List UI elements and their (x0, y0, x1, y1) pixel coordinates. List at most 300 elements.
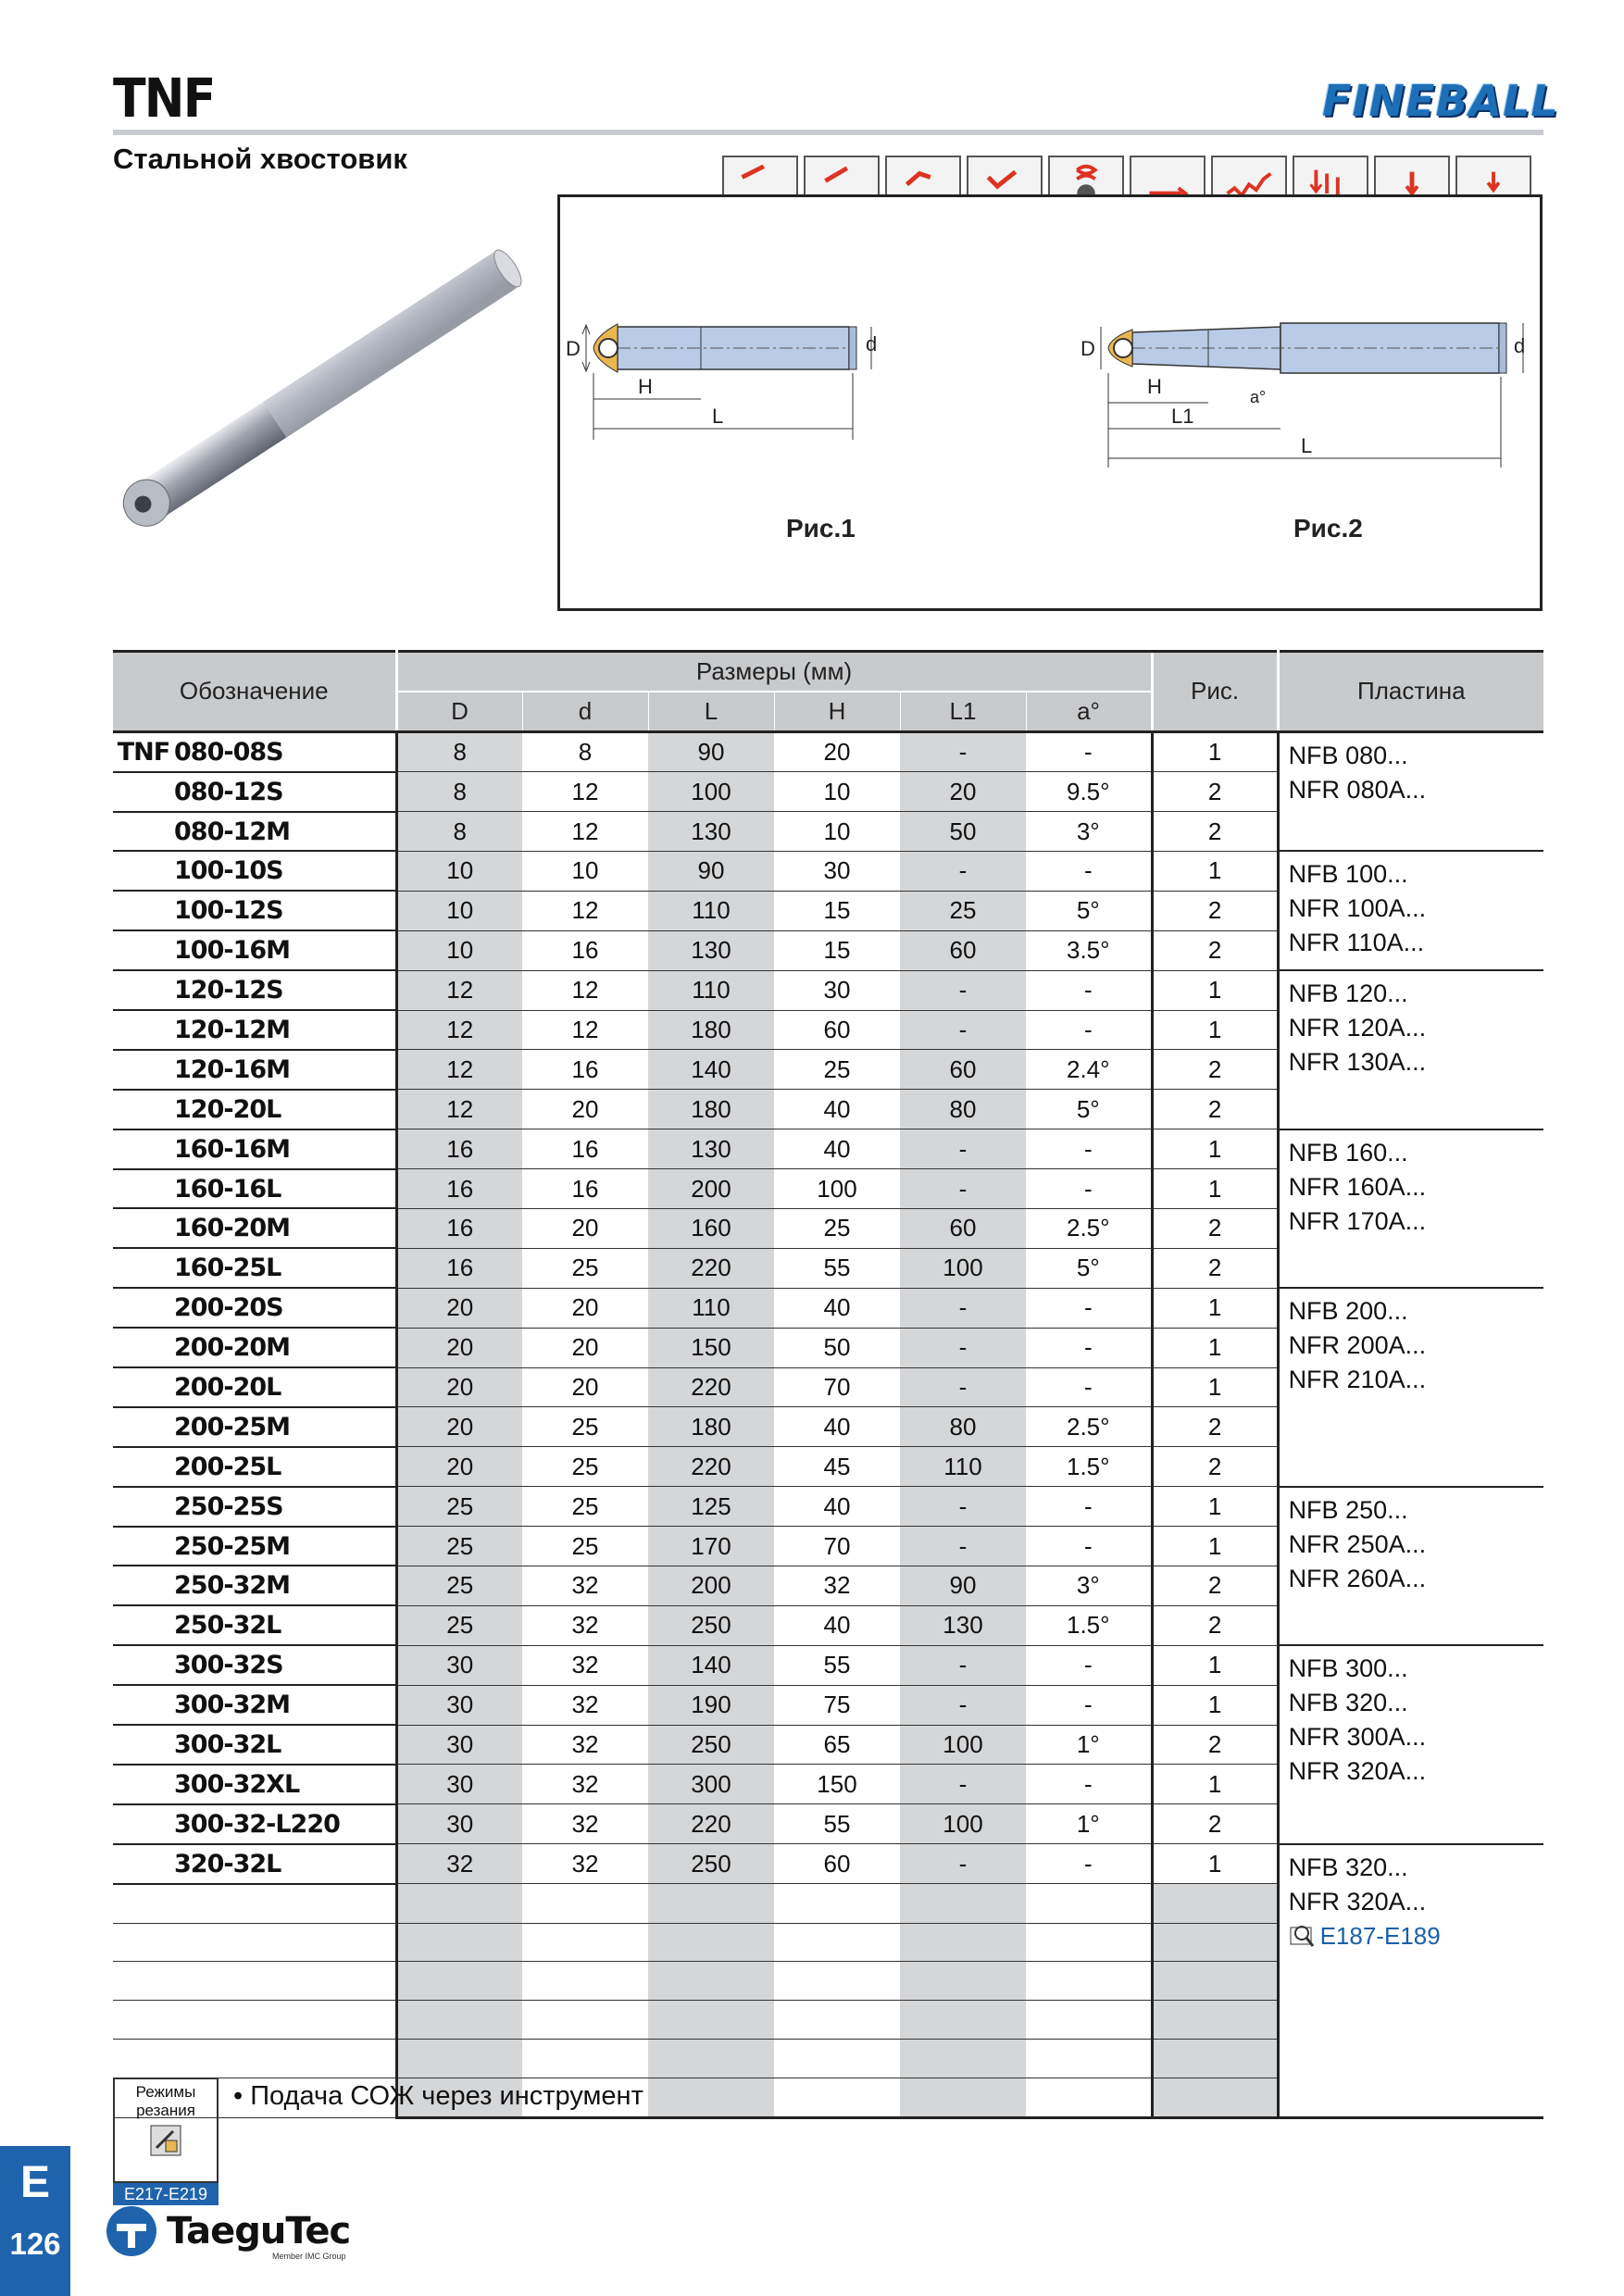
cell-d: 16 (522, 1050, 648, 1090)
cell-H: 40 (774, 1090, 900, 1129)
cell-a: - (1026, 1844, 1152, 1884)
cell-H: 10 (774, 812, 900, 852)
cell-L1: 110 (900, 1447, 1026, 1487)
fig1-caption: Рис.1 (786, 514, 856, 543)
spec-table (113, 650, 1543, 2119)
insert-cell (1278, 1645, 1543, 1843)
cell-a: 2.5° (1026, 1407, 1152, 1447)
cell-fig (1152, 2040, 1278, 2078)
cell-D: 10 (396, 891, 522, 930)
cell-D: 30 (396, 1804, 522, 1844)
cell-L: 90 (648, 851, 774, 891)
cell-H: 55 (774, 1248, 900, 1288)
cell-L1 (900, 2040, 1026, 2078)
cell-L1: 130 (900, 1605, 1026, 1645)
cell-d: 32 (522, 1645, 648, 1685)
insert-ref-link[interactable]: E187-E189 (1319, 1921, 1441, 1950)
insert-item: NFR 320A... (1288, 1757, 1427, 1786)
cell-H: 32 (774, 1566, 900, 1605)
designation-cell (113, 1487, 396, 1527)
cell-a: - (1026, 1288, 1152, 1328)
designation-cell (113, 1923, 396, 1962)
designation-cell (113, 1447, 396, 1487)
cell-L: 220 (648, 1248, 774, 1288)
cell-a: - (1026, 1765, 1152, 1804)
cell-L: 150 (648, 1328, 774, 1367)
cell-a (1026, 2078, 1152, 2118)
cell-a: 5° (1026, 1248, 1152, 1288)
cell-fig: 1 (1152, 1367, 1278, 1407)
cell-d: 12 (522, 970, 648, 1010)
cell-H (774, 2001, 900, 2040)
designation-cell (113, 1090, 396, 1129)
cell-L: 110 (648, 970, 774, 1010)
cell-d: 20 (522, 1367, 648, 1407)
col-fig: Рис. (1152, 652, 1278, 732)
section-letter: E (19, 2158, 50, 2207)
fig1-label-d: d (866, 332, 878, 356)
insert-item: NFB 320... (1288, 1853, 1408, 1881)
insert-item: NFR 260A... (1288, 1564, 1427, 1592)
fig1-label-H: H (638, 375, 653, 398)
designation-code: 080-12S (174, 777, 283, 806)
designation-code: 200-25M (174, 1412, 291, 1441)
cell-L: 180 (648, 1407, 774, 1447)
insert-cell (1278, 1129, 1543, 1289)
cell-D: 20 (396, 1328, 522, 1367)
insert-cell (1278, 851, 1543, 970)
cell-L: 140 (648, 1645, 774, 1685)
cell-d: 12 (522, 891, 648, 930)
cell-d: 12 (522, 772, 648, 812)
spec-table-body (113, 731, 1543, 2117)
cell-fig (1152, 2078, 1278, 2118)
designation-cell (113, 1844, 396, 1884)
cell-D: 25 (396, 1527, 522, 1566)
cell-d: 20 (522, 1328, 648, 1367)
fig2-label-a: a° (1250, 388, 1267, 406)
cell-D (396, 2001, 522, 2040)
insert-item: NFR 170A... (1288, 1206, 1427, 1235)
designation-cell (113, 891, 396, 930)
cell-H (774, 2040, 900, 2078)
cell-H: 45 (774, 1447, 900, 1487)
insert-reference[interactable] (1289, 1919, 1544, 1953)
designation-code: 080-12M (174, 817, 291, 846)
cell-d: 16 (522, 1169, 648, 1209)
designation-cell (113, 1804, 396, 1844)
fig2-label-D: D (1081, 337, 1095, 360)
designation-code: 120-16M (174, 1054, 291, 1084)
insert-item: NFR 200A... (1288, 1331, 1427, 1360)
cell-L1 (900, 2078, 1026, 2118)
cell-fig: 1 (1152, 1685, 1278, 1725)
cell-a: 3° (1026, 1566, 1152, 1605)
cell-L1: - (900, 1527, 1026, 1566)
insert-item: NFR 100A... (1288, 894, 1427, 923)
cell-L (648, 1923, 774, 1962)
designation-cell (113, 2001, 396, 2040)
cell-L: 180 (648, 1010, 774, 1050)
cell-D (396, 1884, 522, 1923)
designation-code: 200-25L (174, 1452, 281, 1481)
col-designation: Обозначение (113, 652, 396, 732)
designation-code: 160-20M (174, 1214, 291, 1243)
insert-item: NFR 250A... (1288, 1529, 1427, 1558)
cell-L: 160 (648, 1208, 774, 1248)
designation-cell (113, 1527, 396, 1566)
cell-a (1026, 2040, 1152, 2078)
designation-cell (113, 1248, 396, 1288)
cell-fig: 1 (1152, 1844, 1278, 1884)
figure-panel (557, 194, 1543, 611)
cell-a: - (1026, 970, 1152, 1010)
table-row (113, 1645, 1543, 1685)
cell-D: 10 (396, 930, 522, 970)
cell-L1: - (900, 851, 1026, 891)
cell-d: 12 (522, 1010, 648, 1050)
cell-L1: - (900, 731, 1026, 771)
cell-fig: 2 (1152, 930, 1278, 970)
designation-prefix: TNF (117, 737, 170, 767)
cell-H: 70 (774, 1367, 900, 1407)
dimension-drawings (560, 197, 1540, 608)
cell-fig: 2 (1152, 1090, 1278, 1129)
cell-fig: 1 (1152, 1010, 1278, 1050)
cell-L: 130 (648, 812, 774, 852)
cell-D: 25 (396, 1566, 522, 1605)
cutting-data-box (113, 2078, 219, 2203)
cell-a: 3.5° (1026, 930, 1152, 970)
designation-code: 100-10S (174, 856, 283, 886)
taegutec-logo-icon (104, 2203, 159, 2259)
cell-d (522, 1923, 648, 1962)
cell-D: 30 (396, 1645, 522, 1685)
designation-cell (113, 1962, 396, 2001)
cell-H: 40 (774, 1487, 900, 1527)
cutting-data-ref[interactable]: E217-E219 (113, 2183, 219, 2205)
cell-H (774, 1923, 900, 1962)
designation-cell (113, 1050, 396, 1090)
cell-fig (1152, 2001, 1278, 2040)
cell-L1 (900, 1884, 1026, 1923)
title-rule (113, 130, 1543, 135)
cell-L1: - (900, 1765, 1026, 1804)
insert-cell (1278, 731, 1543, 851)
cell-D: 12 (396, 1090, 522, 1129)
table-row (113, 1487, 1543, 1527)
cell-D (396, 1962, 522, 2001)
designation-cell (113, 1288, 396, 1328)
cell-D (396, 2040, 522, 2078)
cell-d: 25 (522, 1447, 648, 1487)
cell-L: 180 (648, 1090, 774, 1129)
cell-L: 90 (648, 731, 774, 771)
col-H: H (774, 692, 900, 731)
cell-fig: 1 (1152, 1527, 1278, 1566)
designation-cell (113, 1407, 396, 1447)
cell-L1 (900, 1962, 1026, 2001)
designation-code: 120-12S (174, 976, 283, 1005)
cell-fig: 2 (1152, 1725, 1278, 1765)
designation-code: 200-20L (174, 1372, 281, 1402)
cell-d: 20 (522, 1288, 648, 1328)
cell-d: 25 (522, 1527, 648, 1566)
fig1-label-L: L (712, 405, 724, 428)
table-row (113, 970, 1543, 1010)
cell-fig: 2 (1152, 772, 1278, 812)
cell-H: 25 (774, 1050, 900, 1090)
insert-item: NFR 210A... (1288, 1366, 1427, 1394)
cell-a: 5° (1026, 1090, 1152, 1129)
cell-fig: 1 (1152, 731, 1278, 771)
cell-L1: 80 (900, 1407, 1026, 1447)
cell-D: 12 (396, 1050, 522, 1090)
cell-a: 9.5° (1026, 772, 1152, 812)
cell-L1 (900, 2001, 1026, 2040)
cell-L: 200 (648, 1566, 774, 1605)
cell-L1: 25 (900, 891, 1026, 930)
cell-fig: 2 (1152, 1248, 1278, 1288)
cell-a (1026, 1884, 1152, 1923)
cell-H: 30 (774, 970, 900, 1010)
designation-cell (113, 1765, 396, 1804)
col-dimensions: Размеры (мм) (396, 652, 1152, 692)
cell-H: 15 (774, 930, 900, 970)
insert-item: NFB 200... (1288, 1297, 1408, 1326)
fig1-label-D: D (566, 337, 581, 360)
page-number: 126 (9, 2227, 61, 2261)
cell-fig: 1 (1152, 1129, 1278, 1169)
insert-cell (1278, 1487, 1543, 1646)
cell-d: 16 (522, 930, 648, 970)
cell-fig: 1 (1152, 1487, 1278, 1527)
cell-L1: - (900, 970, 1026, 1010)
designation-cell (113, 2040, 396, 2078)
cell-L1: 80 (900, 1090, 1026, 1129)
cell-L1: - (900, 1685, 1026, 1725)
designation-cell (113, 1010, 396, 1050)
cell-a: - (1026, 1527, 1152, 1566)
cell-fig: 2 (1152, 1566, 1278, 1605)
cell-d: 12 (522, 812, 648, 852)
designation-cell (113, 930, 396, 970)
cell-d: 32 (522, 1566, 648, 1605)
cell-L1: 50 (900, 812, 1026, 852)
cell-d: 32 (522, 1844, 648, 1884)
fig2-label-L1: L1 (1171, 405, 1194, 428)
cell-D: 30 (396, 1725, 522, 1765)
cell-a: - (1026, 851, 1152, 891)
designation-code: 300-32M (174, 1691, 291, 1720)
cutting-data-label: Режимы резания (135, 2083, 196, 2119)
cell-L: 170 (648, 1527, 774, 1566)
cell-H: 20 (774, 731, 900, 771)
designation-code: 160-16L (174, 1174, 281, 1204)
tool-photo (109, 222, 554, 537)
insert-item: NFB 300... (1288, 1654, 1408, 1683)
cell-H: 70 (774, 1527, 900, 1566)
cell-a: 3° (1026, 812, 1152, 852)
cell-L (648, 1962, 774, 2001)
cell-H: 40 (774, 1129, 900, 1169)
designation-code: 200-20M (174, 1333, 291, 1363)
cell-L: 100 (648, 772, 774, 812)
cell-fig (1152, 1884, 1278, 1923)
cell-H: 10 (774, 772, 900, 812)
cell-H: 150 (774, 1765, 900, 1804)
designation-cell (113, 812, 396, 852)
cell-L: 220 (648, 1367, 774, 1407)
cell-a: - (1026, 1010, 1152, 1050)
cell-H: 100 (774, 1169, 900, 1209)
cell-d: 25 (522, 1407, 648, 1447)
cell-L1: - (900, 1844, 1026, 1884)
col-L1: L1 (900, 692, 1026, 731)
cell-L: 110 (648, 1288, 774, 1328)
col-d: d (522, 692, 648, 731)
cell-fig: 1 (1152, 851, 1278, 891)
cell-fig: 1 (1152, 1288, 1278, 1328)
designation-code: 250-25M (174, 1531, 291, 1561)
cell-a: 5° (1026, 891, 1152, 930)
cell-fig: 2 (1152, 1407, 1278, 1447)
designation-cell (113, 1328, 396, 1367)
cell-a: 2.5° (1026, 1208, 1152, 1248)
cell-D: 25 (396, 1487, 522, 1527)
fig2-label-H: H (1147, 375, 1162, 398)
insert-item: NFB 080... (1288, 741, 1408, 769)
insert-item: NFR 130A... (1288, 1048, 1427, 1077)
cell-L1: 60 (900, 1208, 1026, 1248)
cell-d: 32 (522, 1765, 648, 1804)
cell-H: 75 (774, 1685, 900, 1725)
designation-code: 300-32-L220 (174, 1809, 340, 1839)
cell-L1: 100 (900, 1725, 1026, 1765)
cell-L: 130 (648, 930, 774, 970)
cell-L1: 100 (900, 1248, 1026, 1288)
cell-L1: - (900, 1169, 1026, 1209)
cell-H: 40 (774, 1407, 900, 1447)
cell-D: 20 (396, 1288, 522, 1328)
cell-D (396, 1923, 522, 1962)
cell-d: 25 (522, 1248, 648, 1288)
table-row (113, 1129, 1543, 1169)
page-subtitle: Стальной хвостовик (113, 143, 407, 175)
insert-item: NFR 300A... (1288, 1723, 1427, 1752)
designation-cell (113, 1566, 396, 1605)
designation-cell (113, 970, 396, 1010)
cell-fig: 1 (1152, 1645, 1278, 1685)
fig2-caption: Рис.2 (1293, 514, 1363, 543)
cell-H: 65 (774, 1725, 900, 1765)
company-name: TaeguTec (167, 2210, 351, 2252)
cell-L (648, 1884, 774, 1923)
cell-d: 32 (522, 1804, 648, 1844)
cutting-data-icon (147, 2122, 184, 2159)
cell-L1: - (900, 1367, 1026, 1407)
cell-fig: 1 (1152, 1765, 1278, 1804)
coolant-note: • Подача СОЖ через инструмент (233, 2081, 643, 2111)
insert-item: NFR 080A... (1288, 775, 1427, 804)
designation-code: 200-20S (174, 1293, 283, 1323)
table-row (113, 851, 1543, 891)
col-D: D (396, 692, 522, 731)
brand-logo: FINEBALL (1322, 76, 1559, 126)
cell-L: 110 (648, 891, 774, 930)
designation-cell (113, 1645, 396, 1685)
cell-H: 55 (774, 1804, 900, 1844)
cell-a: 1.5° (1026, 1605, 1152, 1645)
cell-d: 25 (522, 1487, 648, 1527)
cell-fig: 2 (1152, 1804, 1278, 1844)
cell-L: 140 (648, 1050, 774, 1090)
cell-a (1026, 1962, 1152, 2001)
cell-a: 1° (1026, 1804, 1152, 1844)
cell-L (648, 2078, 774, 2118)
cell-L1: - (900, 1129, 1026, 1169)
cell-D: 25 (396, 1605, 522, 1645)
cell-L: 200 (648, 1169, 774, 1209)
cell-L: 250 (648, 1605, 774, 1645)
insert-item: NFR 160A... (1288, 1172, 1427, 1201)
cell-H (774, 1962, 900, 2001)
designation-cell (113, 1605, 396, 1645)
cell-L1: - (900, 1010, 1026, 1050)
cell-d (522, 1962, 648, 2001)
cell-D: 8 (396, 772, 522, 812)
cell-fig: 2 (1152, 812, 1278, 852)
cell-fig: 1 (1152, 970, 1278, 1010)
designation-code: 120-12M (174, 1015, 291, 1044)
insert-item: NFB 160... (1288, 1138, 1408, 1167)
insert-cell (1278, 970, 1543, 1129)
cell-D: 12 (396, 1010, 522, 1050)
page-title: TNF (113, 67, 215, 130)
cell-fig: 1 (1152, 1169, 1278, 1209)
cell-D: 16 (396, 1248, 522, 1288)
cell-L1: - (900, 1288, 1026, 1328)
cell-L: 125 (648, 1487, 774, 1527)
designation-cell (113, 1208, 396, 1248)
cell-L: 220 (648, 1447, 774, 1487)
cell-H (774, 2078, 900, 2118)
cell-a: - (1026, 1328, 1152, 1367)
cell-H: 40 (774, 1605, 900, 1645)
cell-L: 250 (648, 1725, 774, 1765)
cell-H: 40 (774, 1288, 900, 1328)
cell-fig: 2 (1152, 1050, 1278, 1090)
designation-code: 160-16M (174, 1134, 291, 1164)
insert-item: NFB 120... (1288, 980, 1408, 1008)
catalog-search-icon (1289, 1922, 1317, 1950)
cell-D: 30 (396, 1765, 522, 1804)
cell-H: 55 (774, 1645, 900, 1685)
cell-d: 32 (522, 1605, 648, 1645)
cell-L1: 20 (900, 772, 1026, 812)
cell-fig: 1 (1152, 1328, 1278, 1367)
insert-item: NFB 320... (1288, 1689, 1408, 1717)
cell-D: 8 (396, 812, 522, 852)
company-logo (104, 2203, 350, 2259)
cell-H: 25 (774, 1208, 900, 1248)
cell-a (1026, 2001, 1152, 2040)
cell-fig (1152, 1962, 1278, 2001)
cell-D: 16 (396, 1169, 522, 1209)
cell-D: 32 (396, 1844, 522, 1884)
cell-fig: 2 (1152, 1208, 1278, 1248)
insert-item: NFB 250... (1288, 1495, 1408, 1524)
